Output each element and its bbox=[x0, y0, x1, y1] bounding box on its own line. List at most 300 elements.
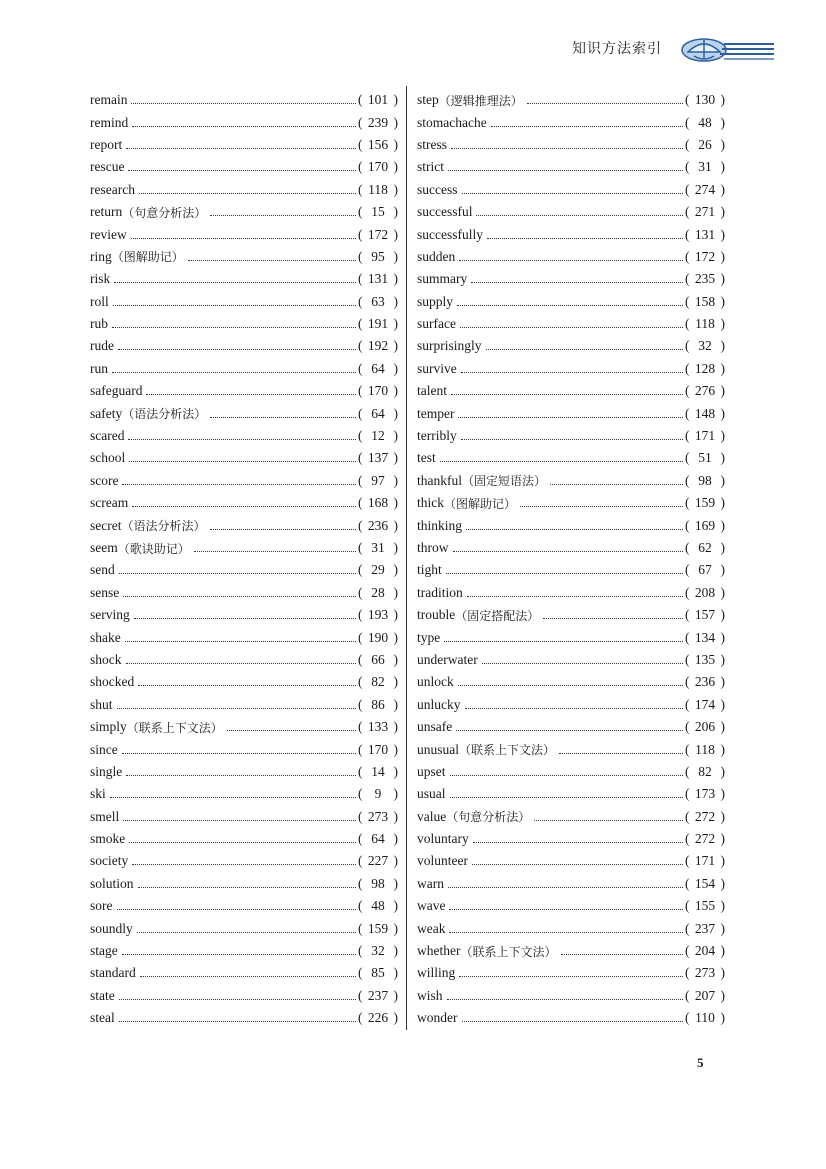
entry-page-ref: ( 15 ) bbox=[358, 204, 398, 220]
entry-page-ref: ( 169 ) bbox=[685, 517, 725, 533]
index-entry bbox=[90, 671, 398, 693]
index-entry bbox=[90, 738, 398, 760]
index-entry bbox=[90, 492, 398, 514]
entry-page-ref: ( 236 ) bbox=[685, 674, 725, 690]
entry-word: secret bbox=[90, 517, 122, 533]
index-column-left bbox=[90, 89, 398, 1029]
dot-leader bbox=[465, 707, 684, 709]
dot-leader bbox=[473, 841, 683, 843]
entry-page-ref: ( 159 ) bbox=[685, 495, 725, 511]
entry-method-note: （语法分析法） bbox=[122, 407, 207, 422]
index-entry bbox=[90, 201, 398, 223]
entry-page-number: 207 bbox=[694, 987, 716, 1003]
dot-leader bbox=[128, 438, 356, 440]
entry-page-number: 134 bbox=[694, 629, 716, 645]
entry-page-ref: ( 131 ) bbox=[358, 271, 398, 287]
entry-word: serving bbox=[90, 607, 130, 623]
entry-page-number: 174 bbox=[694, 696, 716, 712]
entry-page-ref: ( 207 ) bbox=[685, 987, 725, 1003]
dot-leader bbox=[482, 662, 683, 664]
index-entry bbox=[90, 917, 398, 939]
entry-word: whether bbox=[417, 943, 461, 959]
entry-page-ref: ( 192 ) bbox=[358, 338, 398, 354]
index-entry bbox=[90, 783, 398, 805]
entry-word: sudden bbox=[417, 248, 456, 264]
entry-page-ref: ( 171 ) bbox=[685, 853, 725, 869]
entry-page-number: 67 bbox=[698, 562, 712, 578]
index-entry bbox=[417, 1007, 725, 1029]
index-entry bbox=[90, 179, 398, 201]
index-entry bbox=[90, 470, 398, 492]
entry-page-ref: ( 64 ) bbox=[358, 360, 398, 376]
index-entry bbox=[417, 268, 725, 290]
entry-page-ref: ( 82 ) bbox=[685, 763, 725, 779]
entry-word: risk bbox=[90, 271, 111, 287]
entry-page-number: 118 bbox=[368, 181, 388, 197]
entry-page-number: 171 bbox=[694, 853, 716, 869]
entry-word: rude bbox=[90, 338, 114, 354]
dot-leader bbox=[461, 438, 683, 440]
entry-word: surface bbox=[417, 316, 456, 332]
entry-word: scream bbox=[90, 495, 129, 511]
entry-word: step bbox=[417, 92, 439, 108]
index-entry bbox=[417, 604, 725, 626]
index-entry bbox=[90, 246, 398, 268]
entry-page-number: 170 bbox=[367, 741, 389, 757]
entry-word: stage bbox=[90, 943, 118, 959]
dot-leader bbox=[527, 102, 683, 104]
dot-leader bbox=[126, 662, 357, 664]
dot-leader bbox=[447, 998, 683, 1000]
entry-word: send bbox=[90, 562, 115, 578]
entry-word: shake bbox=[90, 629, 121, 645]
index-entry bbox=[417, 716, 725, 738]
entry-page-ref: ( 48 ) bbox=[358, 898, 398, 914]
index-entry bbox=[90, 582, 398, 604]
index-entry bbox=[417, 201, 725, 223]
index-entry bbox=[90, 313, 398, 335]
entry-page-ref: ( 148 ) bbox=[685, 405, 725, 421]
entry-word: underwater bbox=[417, 651, 478, 667]
entry-word: volunteer bbox=[417, 853, 468, 869]
entry-page-number: 48 bbox=[371, 898, 385, 914]
index-entry bbox=[417, 335, 725, 357]
index-entry bbox=[90, 761, 398, 783]
dot-leader bbox=[194, 550, 356, 552]
dot-leader bbox=[123, 819, 356, 821]
index-entry bbox=[90, 291, 398, 313]
dot-leader bbox=[462, 1020, 684, 1022]
entry-page-ref: ( 134 ) bbox=[685, 629, 725, 645]
entry-page-ref: ( 190 ) bbox=[358, 629, 398, 645]
entry-page-ref: ( 110 ) bbox=[685, 1010, 725, 1026]
entry-page-number: 190 bbox=[367, 629, 389, 645]
dot-leader bbox=[188, 259, 356, 261]
entry-page-ref: ( 155 ) bbox=[685, 898, 725, 914]
index-entry bbox=[90, 447, 398, 469]
entry-page-number: 154 bbox=[694, 875, 716, 891]
entry-page-ref: ( 158 ) bbox=[685, 293, 725, 309]
entry-page-ref: ( 51 ) bbox=[685, 450, 725, 466]
entry-page-ref: ( 236 ) bbox=[358, 517, 398, 533]
entry-word: tight bbox=[417, 562, 442, 578]
entry-page-ref: ( 130 ) bbox=[685, 92, 725, 108]
entry-page-number: 155 bbox=[694, 898, 716, 914]
dot-leader bbox=[122, 953, 356, 955]
index-entry bbox=[417, 783, 725, 805]
index-entry bbox=[417, 828, 725, 850]
index-entry bbox=[417, 895, 725, 917]
entry-word: thinking bbox=[417, 517, 463, 533]
entry-word: voluntary bbox=[417, 831, 469, 847]
entry-page-ref: ( 174 ) bbox=[685, 696, 725, 712]
dot-leader bbox=[440, 460, 683, 462]
entry-page-number: 156 bbox=[367, 136, 389, 152]
entry-page-number: 191 bbox=[367, 316, 389, 332]
entry-page-number: 66 bbox=[371, 651, 385, 667]
dot-leader bbox=[123, 595, 356, 597]
index-entry bbox=[90, 514, 398, 536]
dot-leader bbox=[137, 931, 356, 933]
index-entry bbox=[417, 291, 725, 313]
entry-page-ref: ( 271 ) bbox=[685, 204, 725, 220]
entry-page-ref: ( 14 ) bbox=[358, 763, 398, 779]
entry-word: shut bbox=[90, 696, 113, 712]
entry-method-note: （句意分析法） bbox=[122, 205, 207, 220]
entry-page-number: 274 bbox=[694, 181, 716, 197]
dot-leader bbox=[466, 528, 683, 530]
entry-page-number: 131 bbox=[367, 271, 389, 287]
entry-word: tradition bbox=[417, 584, 463, 600]
entry-page-ref: ( 191 ) bbox=[358, 316, 398, 332]
entry-word: type bbox=[417, 629, 441, 645]
entry-page-number: 32 bbox=[698, 338, 712, 354]
index-entry bbox=[417, 626, 725, 648]
index-entry bbox=[417, 962, 725, 984]
dot-leader bbox=[128, 169, 356, 171]
entry-word: safeguard bbox=[90, 383, 143, 399]
index-entry bbox=[417, 380, 725, 402]
entry-page-ref: ( 273 ) bbox=[685, 965, 725, 981]
entry-page-ref: ( 204 ) bbox=[685, 943, 725, 959]
entry-word: single bbox=[90, 763, 123, 779]
entry-page-number: 51 bbox=[698, 450, 712, 466]
entry-word: state bbox=[90, 987, 115, 1003]
dot-leader bbox=[210, 528, 357, 530]
entry-page-number: 172 bbox=[694, 248, 716, 264]
entry-word: soundly bbox=[90, 920, 133, 936]
dot-leader bbox=[534, 819, 683, 821]
index-entry bbox=[417, 470, 725, 492]
entry-page-number: 118 bbox=[695, 316, 715, 332]
entry-word: warn bbox=[417, 875, 444, 891]
dot-leader bbox=[451, 147, 683, 149]
entry-page-ref: ( 128 ) bbox=[685, 360, 725, 376]
entry-method-note: （固定搭配法） bbox=[455, 608, 540, 623]
entry-word: society bbox=[90, 853, 129, 869]
entry-word: test bbox=[417, 450, 436, 466]
entry-word: school bbox=[90, 450, 126, 466]
index-entry bbox=[90, 358, 398, 380]
dot-leader bbox=[227, 729, 356, 731]
entry-page-ref: ( 135 ) bbox=[685, 651, 725, 667]
index-entry bbox=[90, 111, 398, 133]
entry-word: thankful bbox=[417, 472, 462, 488]
index-entry bbox=[90, 716, 398, 738]
entry-page-ref: ( 206 ) bbox=[685, 719, 725, 735]
entry-page-number: 31 bbox=[371, 540, 385, 555]
entry-word: successfully bbox=[417, 226, 483, 242]
entry-page-ref: ( 31 ) bbox=[358, 540, 398, 555]
entry-word: successful bbox=[417, 204, 473, 220]
index-entry bbox=[417, 514, 725, 536]
entry-page-ref: ( 133 ) bbox=[358, 719, 398, 735]
entry-page-number: 172 bbox=[367, 226, 389, 242]
entry-page-number: 148 bbox=[694, 405, 716, 421]
entry-page-ref: ( 272 ) bbox=[685, 831, 725, 847]
dot-leader bbox=[129, 841, 356, 843]
dot-leader bbox=[458, 684, 683, 686]
entry-page-ref: ( 226 ) bbox=[358, 1010, 398, 1026]
entry-page-ref: ( 170 ) bbox=[358, 383, 398, 399]
dot-leader bbox=[138, 684, 356, 686]
entry-page-ref: ( 276 ) bbox=[685, 383, 725, 399]
entry-page-number: 159 bbox=[694, 495, 716, 511]
entry-word: unusual bbox=[417, 741, 459, 757]
dot-leader bbox=[461, 371, 683, 373]
entry-word: report bbox=[90, 136, 123, 152]
entry-page-number: 95 bbox=[371, 248, 385, 264]
entry-page-number: 135 bbox=[694, 651, 716, 667]
entry-method-note: （图解助记） bbox=[444, 496, 517, 511]
dot-leader bbox=[471, 281, 683, 283]
entry-page-number: 272 bbox=[694, 808, 716, 824]
entry-page-ref: ( 235 ) bbox=[685, 271, 725, 287]
entry-word: roll bbox=[90, 293, 109, 309]
entry-method-note: （歌诀助记） bbox=[117, 541, 190, 556]
entry-page-ref: ( 82 ) bbox=[358, 674, 398, 690]
index-entry bbox=[417, 402, 725, 424]
index-entry bbox=[90, 806, 398, 828]
entry-word: value bbox=[417, 808, 447, 824]
entry-page-ref: ( 171 ) bbox=[685, 428, 725, 444]
index-entry bbox=[417, 537, 725, 559]
index-entry bbox=[90, 425, 398, 447]
entry-page-number: 28 bbox=[371, 584, 385, 600]
index-entry bbox=[417, 649, 725, 671]
entry-word: rescue bbox=[90, 159, 125, 175]
entry-page-number: 101 bbox=[367, 92, 389, 108]
entry-word: score bbox=[90, 472, 119, 488]
entry-page-number: 235 bbox=[694, 271, 716, 287]
index-entry bbox=[417, 492, 725, 514]
dot-leader bbox=[126, 147, 356, 149]
entry-page-number: 237 bbox=[694, 920, 716, 936]
entry-page-number: 236 bbox=[694, 674, 716, 690]
entry-page-ref: ( 159 ) bbox=[358, 920, 398, 936]
entry-page-number: 204 bbox=[694, 943, 716, 959]
index-entry bbox=[90, 559, 398, 581]
entry-page-ref: ( 170 ) bbox=[358, 159, 398, 175]
dot-leader bbox=[487, 237, 683, 239]
entry-page-ref: ( 26 ) bbox=[685, 136, 725, 152]
dot-leader bbox=[118, 348, 356, 350]
entry-page-number: 64 bbox=[371, 831, 385, 847]
entry-page-number: 63 bbox=[371, 293, 385, 309]
entry-page-ref: ( 32 ) bbox=[358, 943, 398, 959]
entry-page-number: 128 bbox=[694, 360, 716, 376]
index-entry bbox=[417, 179, 725, 201]
entry-word: unlucky bbox=[417, 696, 461, 712]
entry-page-ref: ( 274 ) bbox=[685, 181, 725, 197]
index-entry bbox=[90, 335, 398, 357]
entry-page-number: 237 bbox=[367, 987, 389, 1003]
entry-page-number: 227 bbox=[367, 853, 389, 869]
entry-word: return bbox=[90, 204, 123, 220]
entry-word: solution bbox=[90, 875, 134, 891]
entry-page-number: 272 bbox=[694, 831, 716, 847]
entry-page-number: 32 bbox=[371, 943, 385, 959]
dot-leader bbox=[460, 326, 683, 328]
entry-method-note: （图解助记） bbox=[111, 250, 184, 265]
index-entry bbox=[417, 985, 725, 1007]
dot-leader bbox=[131, 237, 356, 239]
entry-page-number: 173 bbox=[694, 786, 716, 802]
index-entry bbox=[90, 268, 398, 290]
entry-page-number: 169 bbox=[694, 517, 716, 533]
entry-page-number: 193 bbox=[367, 607, 389, 623]
dot-leader bbox=[113, 304, 356, 306]
index-entry bbox=[417, 425, 725, 447]
index-entry bbox=[90, 89, 398, 111]
entry-page-ref: ( 208 ) bbox=[685, 584, 725, 600]
index-entry bbox=[417, 223, 725, 245]
dot-leader bbox=[126, 774, 356, 776]
header-title: 知识方法索引 bbox=[572, 41, 662, 57]
entry-word: terribly bbox=[417, 428, 457, 444]
entry-word: scared bbox=[90, 428, 125, 444]
dot-leader bbox=[459, 259, 683, 261]
dot-leader bbox=[449, 931, 683, 933]
dot-leader bbox=[112, 371, 356, 373]
entry-page-ref: ( 62 ) bbox=[685, 540, 725, 555]
dot-leader bbox=[458, 416, 683, 418]
entry-page-number: 137 bbox=[367, 450, 389, 466]
dot-leader bbox=[561, 953, 684, 955]
dot-leader bbox=[132, 125, 356, 127]
index-entry bbox=[90, 134, 398, 156]
dot-leader bbox=[448, 169, 683, 171]
entry-page-number: 98 bbox=[371, 875, 385, 891]
index-entry bbox=[417, 917, 725, 939]
entry-word: research bbox=[90, 181, 135, 197]
entry-page-number: 82 bbox=[371, 674, 385, 690]
dot-leader bbox=[543, 617, 683, 619]
index-entry bbox=[90, 985, 398, 1007]
entry-page-ref: ( 118 ) bbox=[685, 741, 725, 757]
entry-page-number: 226 bbox=[367, 1010, 389, 1026]
entry-word: wave bbox=[417, 898, 446, 914]
entry-page-ref: ( 66 ) bbox=[358, 651, 398, 667]
index-entry bbox=[90, 402, 398, 424]
entry-word: ring bbox=[90, 248, 112, 264]
entry-word: temper bbox=[417, 405, 455, 421]
entry-page-ref: ( 227 ) bbox=[358, 853, 398, 869]
index-entry bbox=[90, 694, 398, 716]
entry-word: smell bbox=[90, 808, 120, 824]
dot-leader bbox=[456, 729, 683, 731]
entry-page-number: 62 bbox=[698, 540, 712, 555]
entry-page-ref: ( 118 ) bbox=[685, 316, 725, 332]
dot-leader bbox=[448, 886, 683, 888]
entry-page-number: 29 bbox=[371, 562, 385, 578]
entry-word: since bbox=[90, 741, 118, 757]
entry-word: wonder bbox=[417, 1010, 458, 1026]
entry-word: usual bbox=[417, 786, 446, 802]
dot-leader bbox=[491, 125, 683, 127]
entry-page-ref: ( 31 ) bbox=[685, 159, 725, 175]
index-entry bbox=[90, 223, 398, 245]
dot-leader bbox=[110, 796, 356, 798]
entry-page-ref: ( 193 ) bbox=[358, 607, 398, 623]
entry-word: remind bbox=[90, 114, 129, 130]
dot-leader bbox=[112, 326, 356, 328]
index-entry bbox=[417, 694, 725, 716]
dot-leader bbox=[146, 393, 356, 395]
dot-leader bbox=[122, 483, 356, 485]
entry-page-number: 64 bbox=[371, 405, 385, 421]
entry-word: throw bbox=[417, 540, 449, 555]
entry-page-ref: ( 97 ) bbox=[358, 472, 398, 488]
entry-method-note: （逻辑推理法） bbox=[438, 93, 523, 108]
entry-word: strict bbox=[417, 159, 444, 175]
entry-page-ref: ( 67 ) bbox=[685, 562, 725, 578]
dot-leader bbox=[134, 617, 356, 619]
index-entry bbox=[90, 1007, 398, 1029]
index-entry bbox=[90, 940, 398, 962]
entry-page-ref: ( 239 ) bbox=[358, 114, 398, 130]
entry-page-ref: ( 157 ) bbox=[685, 607, 725, 623]
dot-leader bbox=[446, 572, 683, 574]
entry-word: stomachache bbox=[417, 114, 487, 130]
entry-page-ref: ( 154 ) bbox=[685, 875, 725, 891]
dot-leader bbox=[472, 863, 683, 865]
entry-page-number: 48 bbox=[698, 114, 712, 130]
entry-page-ref: ( 95 ) bbox=[358, 248, 398, 264]
index-entry bbox=[417, 358, 725, 380]
entry-page-number: 31 bbox=[698, 159, 712, 175]
entry-word: steal bbox=[90, 1010, 115, 1026]
entry-page-number: 64 bbox=[371, 360, 385, 376]
entry-page-ref: ( 98 ) bbox=[685, 472, 725, 488]
dot-leader bbox=[451, 393, 683, 395]
entry-page-number: 9 bbox=[374, 786, 382, 802]
entry-word: safety bbox=[90, 405, 123, 421]
entry-page-ref: ( 156 ) bbox=[358, 136, 398, 152]
entry-word: talent bbox=[417, 383, 447, 399]
index-entry bbox=[90, 895, 398, 917]
index-entry bbox=[417, 738, 725, 760]
entry-page-ref: ( 98 ) bbox=[358, 875, 398, 891]
entry-page-ref: ( 29 ) bbox=[358, 562, 398, 578]
entry-page-number: 158 bbox=[694, 293, 716, 309]
entry-page-number: 171 bbox=[694, 428, 716, 444]
dot-leader bbox=[210, 214, 356, 216]
dot-leader bbox=[138, 886, 356, 888]
index-entry bbox=[90, 828, 398, 850]
dot-leader bbox=[119, 572, 356, 574]
dot-leader bbox=[139, 192, 356, 194]
